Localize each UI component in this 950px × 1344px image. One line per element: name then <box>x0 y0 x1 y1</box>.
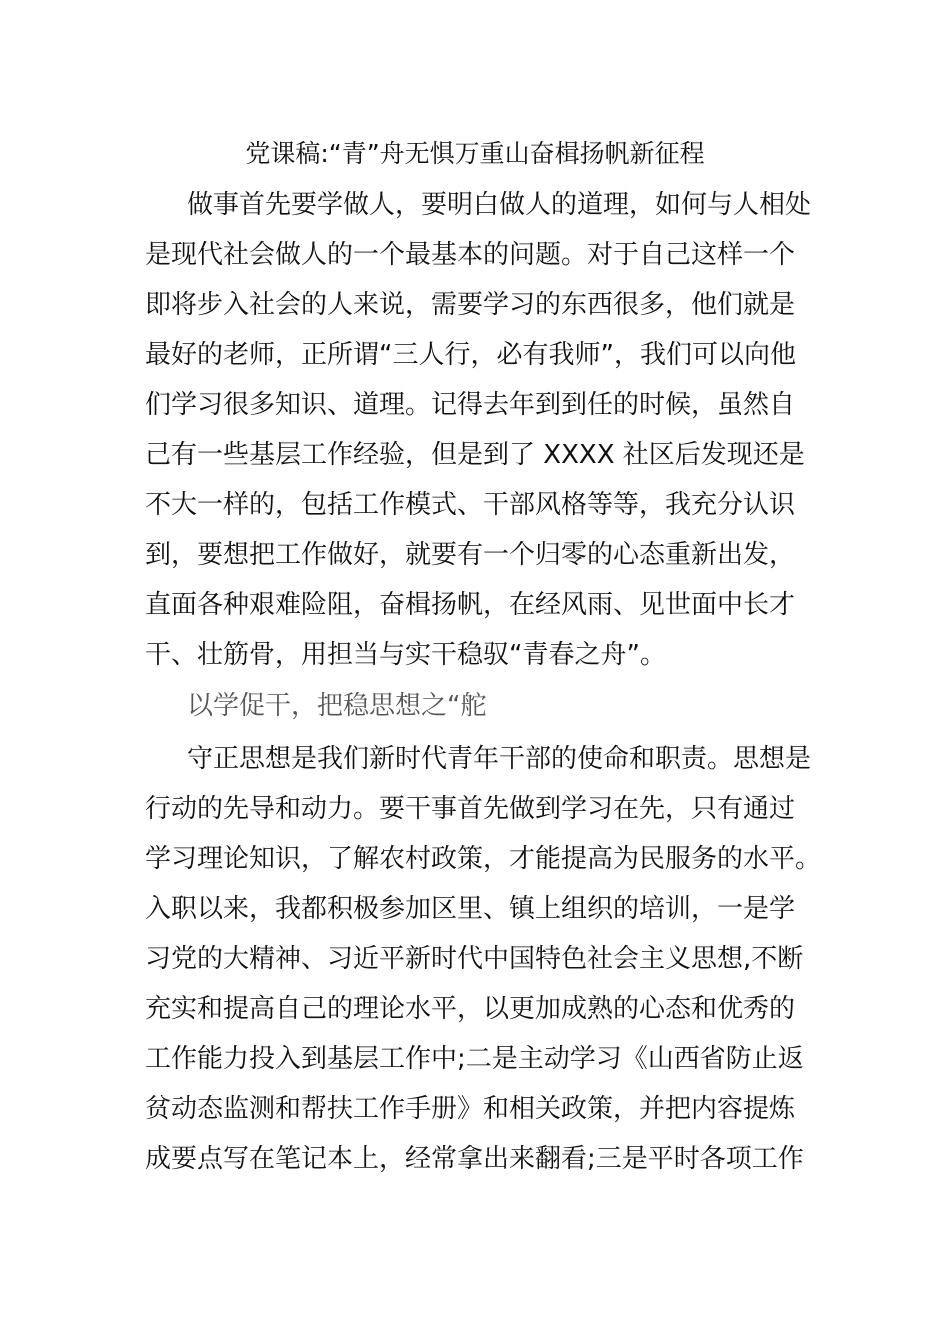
paragraph-line: 学习理论知识，了解农村政策，才能提高为民服务的水平。 <box>145 844 822 874</box>
paragraph-line: 工作能力投入到基层工作中;二是主动学习《山西省防止返 <box>145 1044 804 1074</box>
paragraph-line: 最好的老师，正所谓“三人行，必有我师”，我们可以向他 <box>145 340 796 370</box>
paragraph-line: 们学习很多知识、道理。记得去年到到任的时候，虽然自 <box>145 390 796 420</box>
paragraph-line: 贫动态监测和帮扶工作手册》和相关政策，并把内容提炼 <box>145 1094 796 1124</box>
paragraph-line: 己有一些基层工作经验，但是到了 XXXX 社区后发现还是 <box>145 440 805 470</box>
paragraph-line: 做事首先要学做人，要明白做人的道理，如何与人相处 <box>187 190 812 220</box>
paragraph-line: 成要点写在笔记本上，经常拿出来翻看;三是平时各项工作 <box>145 1144 804 1174</box>
paragraph-line: 干、壮筋骨，用担当与实干稳驭“青春之舟”。 <box>145 640 666 670</box>
paragraph-line: 是现代社会做人的一个最基本的问题。对于自己这样一个 <box>145 240 796 270</box>
paragraph-line: 到，要想把工作做好，就要有一个归零的心态重新出发， <box>145 540 796 570</box>
paragraph-line: 行动的先导和动力。要干事首先做到学习在先，只有通过 <box>145 794 796 824</box>
document-title: 党课稿:“青”舟无惧万重山奋楫扬帆新征程 <box>245 139 705 168</box>
section-subheading: 以学促干，把稳思想之“舵 <box>187 691 487 721</box>
paragraph-line: 不大一样的，包括工作模式、干部风格等等，我充分认识 <box>145 490 796 520</box>
paragraph-line: 守正思想是我们新时代青年干部的使命和职责。思想是 <box>187 744 812 774</box>
paragraph-line: 入职以来，我都积极参加区里、镇上组织的培训，一是学 <box>145 894 796 924</box>
paragraph-line: 即将步入社会的人来说，需要学习的东西很多，他们就是 <box>145 290 796 320</box>
paragraph-line: 充实和提高自己的理论水平，以更加成熟的心态和优秀的 <box>145 994 796 1024</box>
paragraph-line: 习党的大精神、习近平新时代中国特色社会主义思想,不断 <box>145 944 804 974</box>
paragraph-line: 直面各种艰难险阻，奋楫扬帆，在经风雨、见世面中长才 <box>145 590 796 620</box>
